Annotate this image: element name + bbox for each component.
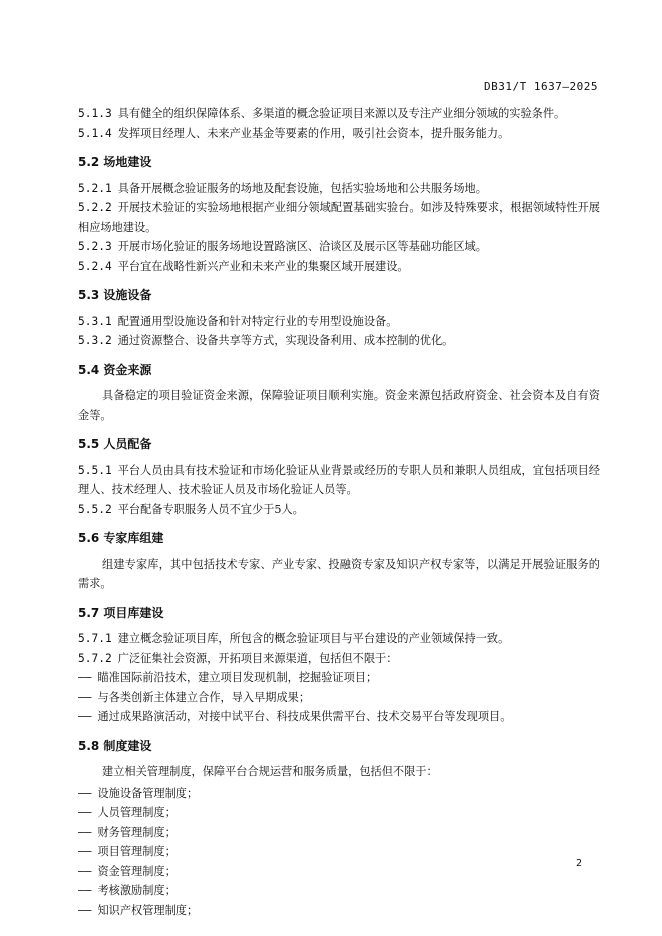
list-dash: ——	[78, 671, 92, 684]
clause-number: 5.2.2	[78, 201, 112, 214]
list-item	[78, 901, 600, 921]
clause-item	[78, 461, 600, 500]
clause-number: 5.1.4	[78, 126, 112, 140]
section-heading: 5.8 制度建设	[78, 738, 152, 753]
page-number: 2	[575, 858, 582, 869]
clause-number: 5.7.2	[78, 651, 112, 665]
section-paragraph: 具备稳定的项目验证资金来源，保障验证项目顺利实施。资金来源包括政府资金、社会资本及自有资金等。	[78, 389, 600, 422]
clause-item	[78, 331, 600, 351]
section-heading: 5.3 设施设备	[78, 288, 152, 302]
clause-item	[78, 237, 600, 257]
list-dash: ——	[78, 710, 92, 723]
list-dash: ——	[78, 903, 92, 917]
list-item	[78, 881, 600, 901]
list-item-text: 通过成果路演活动，对接中试平台、科技成果供需平台、技术交易平台等发现项目。	[97, 710, 512, 723]
list-dash: ——	[78, 825, 92, 839]
list-item	[78, 823, 600, 843]
clause-item	[78, 124, 600, 144]
section-heading: 5.4 资金来源	[78, 362, 152, 377]
list-item-text: 与各类创新主体建立合作，导入早期成果；	[97, 690, 311, 704]
clause-text: 开展市场化验证的服务场地设置路演区、洽谈区及展示区等基础功能区域。	[117, 240, 487, 253]
list-item	[78, 803, 600, 823]
clause-item	[78, 257, 600, 277]
clause-item	[78, 629, 600, 649]
clause-text: 具备开展概念验证服务的场地及配套设施，包括实验场地和公共服务场地。	[117, 181, 487, 195]
list-item-text: 项目管理制度；	[97, 845, 176, 858]
section-heading: 5.5 人员配备	[78, 437, 152, 451]
clause-number: 5.3.2	[78, 334, 112, 347]
clause-number: 5.5.2	[78, 502, 112, 516]
section-lead: 建立相关管理制度，保障平台合规运营和服务质量，包括但不限于：	[102, 765, 438, 778]
section-heading: 5.7 项目库建设	[78, 605, 164, 620]
list-dash: ——	[78, 786, 92, 800]
list-item	[78, 842, 600, 862]
list-item-text: 设施设备管理制度；	[97, 786, 199, 800]
clause-number: 5.5.1	[78, 463, 112, 477]
clause-text: 建立概念验证项目库，所包含的概念验证项目与平台建设的产业领域保持一致。	[117, 632, 510, 645]
clause-text: 平台配备专职服务人员不宜少于5人。	[117, 502, 304, 516]
section-heading: 5.6 专家库组建	[78, 531, 164, 545]
list-item	[78, 784, 600, 804]
list-item-text: 资金管理制度；	[97, 864, 176, 878]
list-item-text: 知识产权管理制度；	[97, 903, 199, 917]
clause-number: 5.2.3	[78, 240, 112, 253]
list-item-text: 考核激励制度；	[97, 884, 176, 897]
clause-item	[78, 198, 600, 237]
clause-number: 5.3.1	[78, 314, 112, 328]
document-code: DB31/T 1637—2025	[484, 80, 598, 93]
clause-text: 具有健全的组织保障体系、多渠道的概念验证项目来源以及专注产业细分领域的实验条件。	[117, 107, 566, 120]
clause-number: 5.1.3	[78, 107, 112, 120]
list-item	[78, 688, 600, 708]
clause-number: 5.7.1	[78, 632, 112, 645]
list-item-text: 财务管理制度；	[97, 825, 176, 839]
list-dash: ——	[78, 806, 92, 819]
clause-number: 5.2.4	[78, 259, 112, 273]
list-item	[78, 862, 600, 882]
clause-text: 广泛征集社会资源，开拓项目来源渠道，包括但不限于：	[117, 651, 398, 665]
clause-text: 发挥项目经理人、未来产业基金等要素的作用，吸引社会资本，提升服务能力。	[117, 126, 510, 140]
list-item	[78, 668, 600, 688]
clause-item	[78, 500, 600, 520]
clause-item	[78, 104, 600, 124]
clause-number: 5.2.1	[78, 181, 112, 195]
section-paragraph: 组建专家库，其中包括技术专家、产业专家、投融资专家及知识产权专家等，以满足开展验证服务的需求。	[78, 557, 600, 590]
list-dash: ——	[78, 884, 92, 897]
section-heading: 5.2 场地建设	[78, 155, 152, 169]
list-dash: ——	[78, 690, 92, 704]
list-dash: ——	[78, 864, 92, 878]
clause-text: 开展技术验证的实验场地根据产业细分领域配置基础实验台。如涉及特殊要求，根据领域特性开展相应场地建设。	[78, 201, 600, 234]
list-item-text: 瞄准国际前沿技术，建立项目发现机制，挖掘验证项目；	[97, 671, 378, 684]
clause-text: 通过资源整合、设备共享等方式，实现设备利用、成本控制的优化。	[117, 334, 454, 347]
clause-item	[78, 179, 600, 199]
list-item-text: 人员管理制度；	[97, 806, 176, 819]
clause-item	[78, 312, 600, 332]
clause-text: 平台人员由具有技术验证和市场化验证从业背景或经历的专职人员和兼职人员组成，宜包括项目经理人、技术经理人、技术验证人员及市场化验证人员等。	[78, 463, 600, 496]
list-dash: ——	[78, 845, 92, 858]
list-item	[78, 707, 600, 727]
clause-item	[78, 649, 600, 669]
clause-text: 平台宜在战略性新兴产业和未来产业的集聚区域开展建设。	[117, 259, 409, 273]
document-body	[78, 104, 600, 920]
clause-text: 配置通用型设施设备和针对特定行业的专用型设施设备。	[117, 314, 398, 328]
